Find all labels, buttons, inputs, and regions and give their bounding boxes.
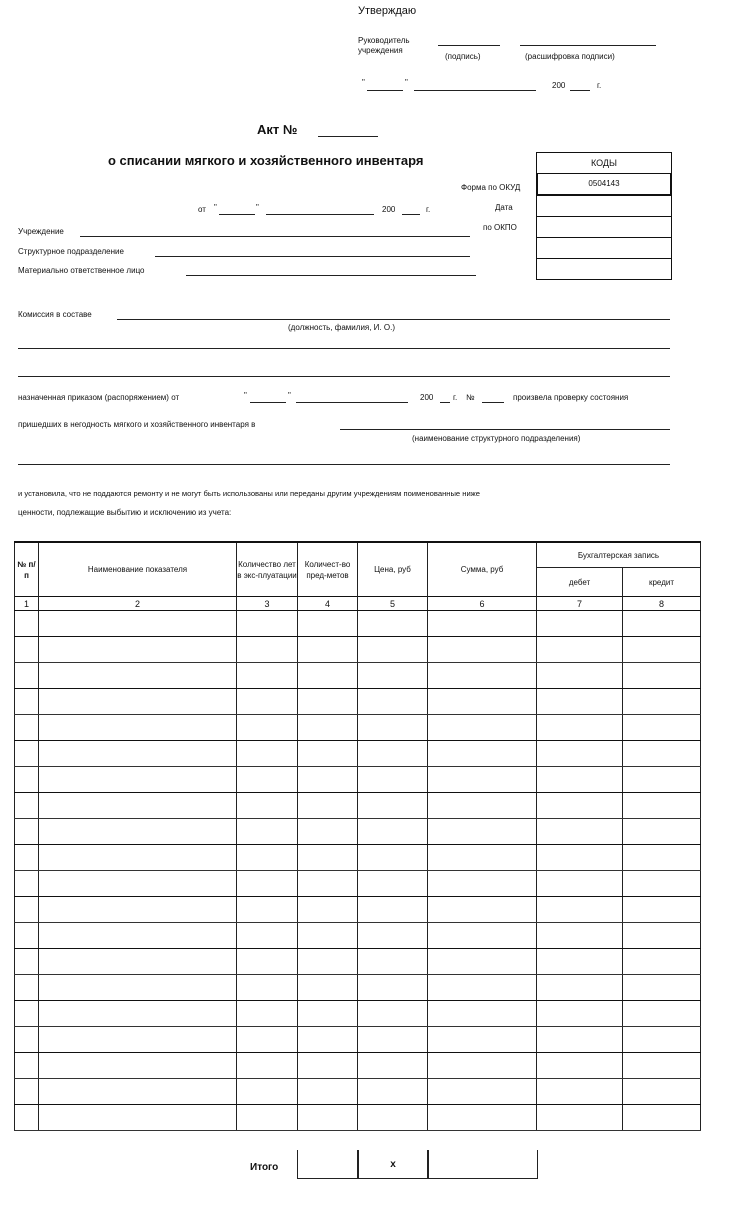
table-cell[interactable]	[15, 611, 39, 637]
table-row	[15, 1027, 701, 1053]
table-cell[interactable]	[428, 741, 537, 767]
decode-signature-line	[520, 45, 656, 46]
division-label: Структурное подразделение	[18, 247, 124, 256]
table-cell[interactable]	[39, 897, 237, 923]
table-cell[interactable]	[15, 715, 39, 741]
table-cell[interactable]	[428, 689, 537, 715]
col-num-8: 8	[623, 597, 701, 611]
table-cell[interactable]	[298, 1027, 358, 1053]
table-cell[interactable]	[39, 1053, 237, 1079]
table-cell[interactable]	[358, 637, 428, 663]
col-credit-header: кредит	[623, 568, 701, 597]
table-row	[15, 663, 701, 689]
table-cell[interactable]	[537, 1079, 623, 1105]
commission-label: Комиссия в составе	[18, 310, 92, 319]
table-row	[15, 741, 701, 767]
table-cell[interactable]	[298, 1053, 358, 1079]
table-row	[15, 1105, 701, 1131]
head-label-line1: Руководитель	[358, 36, 410, 45]
table-cell[interactable]	[39, 663, 237, 689]
table-cell[interactable]	[428, 611, 537, 637]
table-cell[interactable]	[623, 949, 701, 975]
doc-date-year: 200	[382, 205, 396, 214]
table-cell[interactable]	[15, 1079, 39, 1105]
commission-line-1[interactable]	[117, 319, 670, 320]
table-row	[15, 949, 701, 975]
table-cell[interactable]	[298, 611, 358, 637]
totals-sum-cell	[427, 1150, 538, 1179]
table-cell[interactable]	[358, 741, 428, 767]
table-cell[interactable]	[623, 819, 701, 845]
appointed-year: 200	[420, 393, 434, 402]
table-cell[interactable]	[237, 949, 298, 975]
table-cell[interactable]	[537, 1027, 623, 1053]
table-cell[interactable]	[237, 819, 298, 845]
table-cell[interactable]	[623, 689, 701, 715]
table-cell[interactable]	[428, 793, 537, 819]
table-cell[interactable]	[537, 715, 623, 741]
totals-price-cell: х	[357, 1150, 429, 1179]
table-cell[interactable]	[623, 715, 701, 741]
table-cell[interactable]	[298, 1001, 358, 1027]
col-price-header: Цена, руб	[358, 542, 428, 597]
table-cell[interactable]	[237, 1027, 298, 1053]
appointed-quote-close: "	[288, 391, 291, 400]
table-cell[interactable]	[623, 1079, 701, 1105]
table-cell[interactable]	[298, 949, 358, 975]
table-cell[interactable]	[39, 975, 237, 1001]
table-cell[interactable]	[15, 689, 39, 715]
table-cell[interactable]	[237, 793, 298, 819]
signature-caption: (подпись)	[445, 52, 481, 61]
head-label-line2: учреждения	[358, 46, 403, 55]
table-cell[interactable]	[298, 767, 358, 793]
appointed-tail: произвела проверку состояния	[513, 393, 629, 402]
table-cell[interactable]	[623, 637, 701, 663]
table-cell[interactable]	[623, 1105, 701, 1131]
table-cell[interactable]	[39, 923, 237, 949]
table-cell[interactable]	[537, 663, 623, 689]
okud-value: 0504143	[537, 173, 671, 195]
col-num-4: 4	[298, 597, 358, 611]
table-cell[interactable]	[39, 871, 237, 897]
unusable-caption: (наименование структурного подразделения)	[412, 434, 581, 443]
table-cell[interactable]	[39, 715, 237, 741]
table-cell[interactable]	[298, 663, 358, 689]
table-cell[interactable]	[428, 715, 537, 741]
appointed-text: назначенная приказом (распоряжением) от	[18, 393, 180, 402]
col-sum-header: Сумма, руб	[428, 542, 537, 597]
table-cell[interactable]	[15, 663, 39, 689]
table-cell[interactable]	[428, 923, 537, 949]
table-cell[interactable]	[237, 663, 298, 689]
table-cell[interactable]	[537, 923, 623, 949]
table-cell[interactable]	[428, 871, 537, 897]
table-row	[15, 1053, 701, 1079]
table-row	[15, 897, 701, 923]
table-row	[15, 845, 701, 871]
table-cell[interactable]	[15, 897, 39, 923]
table-cell[interactable]	[15, 845, 39, 871]
table-cell[interactable]	[237, 1001, 298, 1027]
table-cell[interactable]	[537, 845, 623, 871]
table-cell[interactable]	[428, 1079, 537, 1105]
table-cell[interactable]	[237, 871, 298, 897]
table-cell[interactable]	[298, 897, 358, 923]
table-cell[interactable]	[237, 767, 298, 793]
table-cell[interactable]	[39, 1027, 237, 1053]
approve-year-line	[570, 90, 590, 91]
col-num-2: 2	[39, 597, 237, 611]
table-cell[interactable]	[623, 1001, 701, 1027]
decode-signature-caption: (расшифровка подписи)	[525, 52, 615, 61]
table-cell[interactable]	[237, 715, 298, 741]
col-years-header: Количество лет в экс-плуатации	[237, 542, 298, 597]
codes-box	[536, 152, 672, 280]
codes-header: КОДЫ	[590, 158, 617, 168]
act-number-line	[318, 136, 378, 137]
column-numbers-row	[15, 597, 701, 611]
table-cell[interactable]	[358, 949, 428, 975]
doc-day-line	[219, 214, 255, 215]
extra-code-cell-2	[537, 258, 671, 279]
table-cell[interactable]	[358, 923, 428, 949]
date-code-label: Дата	[495, 203, 513, 212]
unusable-text: пришедших в негодность мягкого и хозяйственного инвентаря в	[18, 420, 256, 429]
table-cell[interactable]	[39, 819, 237, 845]
table-cell[interactable]	[623, 871, 701, 897]
doc-year-line	[402, 214, 420, 215]
table-cell[interactable]	[15, 793, 39, 819]
table-cell[interactable]	[15, 949, 39, 975]
table-cell[interactable]	[623, 611, 701, 637]
table-cell[interactable]	[428, 975, 537, 1001]
table-cell[interactable]	[237, 897, 298, 923]
table-cell[interactable]	[298, 1105, 358, 1131]
table-cell[interactable]	[298, 637, 358, 663]
table-cell[interactable]	[537, 819, 623, 845]
table-cell[interactable]	[537, 689, 623, 715]
table-cell[interactable]	[537, 793, 623, 819]
table-cell[interactable]	[15, 871, 39, 897]
table-cell[interactable]	[358, 1027, 428, 1053]
table-cell[interactable]	[237, 1105, 298, 1131]
table-cell[interactable]	[428, 949, 537, 975]
table-row	[15, 611, 701, 637]
table-cell[interactable]	[358, 871, 428, 897]
table-row	[15, 689, 701, 715]
col-num-5: 5	[358, 597, 428, 611]
table-cell[interactable]	[298, 975, 358, 1001]
table-cell[interactable]	[623, 845, 701, 871]
table-cell[interactable]	[623, 793, 701, 819]
table-cell[interactable]	[15, 741, 39, 767]
table-cell[interactable]	[358, 819, 428, 845]
table-cell[interactable]	[39, 793, 237, 819]
unusable-line[interactable]	[340, 429, 670, 430]
table-cell[interactable]	[428, 1001, 537, 1027]
col-debit-header: дебет	[537, 568, 623, 597]
head-label	[358, 36, 410, 56]
table-cell[interactable]	[428, 1027, 537, 1053]
approve-date-quote-close: "	[405, 78, 408, 87]
col-num-7: 7	[537, 597, 623, 611]
appointed-quote-open: "	[244, 391, 247, 400]
appointed-month-line[interactable]	[296, 402, 408, 403]
col-num-1: 1	[15, 597, 39, 611]
table-cell[interactable]	[428, 897, 537, 923]
table-cell[interactable]	[237, 637, 298, 663]
approve-title: Утверждаю	[358, 5, 417, 17]
okpo-label: по ОКПО	[483, 223, 517, 232]
table-cell[interactable]	[358, 1001, 428, 1027]
table-cell[interactable]	[537, 637, 623, 663]
table-cell[interactable]	[537, 741, 623, 767]
responsible-line[interactable]	[186, 275, 476, 276]
table-cell[interactable]	[623, 663, 701, 689]
table-cell[interactable]	[298, 923, 358, 949]
table-cell[interactable]	[537, 1053, 623, 1079]
table-cell[interactable]	[39, 741, 237, 767]
col-accounting-header: Бухгалтерская запись	[537, 542, 701, 568]
doc-date-year-suffix: г.	[426, 205, 431, 214]
table-cell[interactable]	[237, 1079, 298, 1105]
table-cell[interactable]	[358, 663, 428, 689]
table-cell[interactable]	[623, 741, 701, 767]
table-cell[interactable]	[358, 793, 428, 819]
table-cell[interactable]	[623, 1053, 701, 1079]
approve-date-quote-open: "	[362, 78, 365, 87]
table-cell[interactable]	[428, 1053, 537, 1079]
table-cell[interactable]	[537, 767, 623, 793]
table-cell[interactable]	[623, 897, 701, 923]
commission-line-2[interactable]	[18, 348, 670, 349]
table-cell[interactable]	[15, 1027, 39, 1053]
table-cell[interactable]	[15, 975, 39, 1001]
table-cell[interactable]	[298, 845, 358, 871]
table-row	[15, 923, 701, 949]
col-num-3: 3	[237, 597, 298, 611]
table-cell[interactable]	[298, 715, 358, 741]
col-num-6: 6	[428, 597, 537, 611]
appointed-year-line[interactable]	[440, 402, 450, 403]
table-cell[interactable]	[358, 1105, 428, 1131]
table-cell[interactable]	[237, 689, 298, 715]
table-cell[interactable]	[537, 897, 623, 923]
approve-day-line	[367, 90, 403, 91]
table-cell[interactable]	[39, 611, 237, 637]
doc-month-line	[266, 214, 374, 215]
table-cell[interactable]	[15, 1053, 39, 1079]
table-row	[15, 715, 701, 741]
date-code-cell	[537, 195, 671, 216]
table-cell[interactable]	[428, 767, 537, 793]
table-cell[interactable]	[537, 1001, 623, 1027]
table-cell[interactable]	[358, 1053, 428, 1079]
appointed-year-suffix: г.	[453, 393, 458, 402]
table-cell[interactable]	[358, 897, 428, 923]
totals-qty-cell	[297, 1150, 359, 1179]
responsible-label: Материально ответственное лицо	[18, 266, 145, 275]
institution-label: Учреждение	[18, 227, 64, 236]
table-row	[15, 819, 701, 845]
table-cell[interactable]	[358, 975, 428, 1001]
table-cell[interactable]	[39, 637, 237, 663]
table-cell[interactable]	[39, 949, 237, 975]
table-cell[interactable]	[298, 689, 358, 715]
table-row	[15, 1079, 701, 1105]
signature-line	[438, 45, 500, 46]
table-cell[interactable]	[623, 1027, 701, 1053]
table-cell[interactable]	[298, 793, 358, 819]
table-cell[interactable]	[298, 819, 358, 845]
table-cell[interactable]	[39, 1001, 237, 1027]
table-cell[interactable]	[237, 741, 298, 767]
table-cell[interactable]	[358, 689, 428, 715]
table-cell[interactable]	[358, 611, 428, 637]
table-row	[15, 793, 701, 819]
approve-month-line	[414, 90, 536, 91]
table-row	[15, 637, 701, 663]
doc-date-quote-close: "	[256, 203, 259, 212]
table-row	[15, 767, 701, 793]
table-cell[interactable]	[358, 845, 428, 871]
table-cell[interactable]	[537, 975, 623, 1001]
approve-year: 200	[552, 81, 566, 90]
table-cell[interactable]	[15, 819, 39, 845]
table-cell[interactable]	[15, 767, 39, 793]
okud-label: Форма по ОКУД	[461, 183, 521, 192]
table-cell[interactable]	[298, 741, 358, 767]
appointed-number-line[interactable]	[482, 402, 504, 403]
table-row	[15, 871, 701, 897]
col-qty-header: Количест-во пред-метов	[298, 542, 358, 597]
act-number-label: Акт №	[257, 122, 298, 137]
table-cell[interactable]	[39, 1079, 237, 1105]
table-row	[15, 975, 701, 1001]
table-cell[interactable]	[15, 1001, 39, 1027]
extra-code-cell-1	[537, 237, 671, 258]
table-cell[interactable]	[39, 845, 237, 871]
items-table	[14, 541, 701, 1131]
table-cell[interactable]	[237, 975, 298, 1001]
col-no-header: № п/п	[15, 542, 39, 597]
table-cell[interactable]	[15, 637, 39, 663]
established-line-1: и установила, что не поддаются ремонту и не могут быть использованы или переданы другим учреждениям поименованные ниже	[18, 489, 480, 498]
commission-line-3[interactable]	[18, 376, 670, 377]
table-cell[interactable]	[39, 1105, 237, 1131]
table-cell[interactable]	[537, 1105, 623, 1131]
table-cell[interactable]	[358, 715, 428, 741]
table-cell[interactable]	[39, 767, 237, 793]
table-cell[interactable]	[623, 975, 701, 1001]
appointed-day-line[interactable]	[250, 402, 286, 403]
table-cell[interactable]	[428, 845, 537, 871]
table-cell[interactable]	[537, 871, 623, 897]
table-cell[interactable]	[15, 1105, 39, 1131]
table-row	[15, 1001, 701, 1027]
table-cell[interactable]	[237, 611, 298, 637]
table-cell[interactable]	[623, 767, 701, 793]
table-cell[interactable]	[237, 1053, 298, 1079]
established-line-2: ценности, подлежащие выбытию и исключению из учета:	[18, 508, 232, 517]
table-cell[interactable]	[428, 1105, 537, 1131]
unusable-line-2[interactable]	[18, 464, 670, 465]
approve-year-suffix: г.	[597, 81, 602, 90]
col-name-header: Наименование показателя	[39, 542, 237, 597]
table-cell[interactable]	[623, 923, 701, 949]
commission-caption: (должность, фамилия, И. О.)	[288, 323, 395, 332]
table-cell[interactable]	[428, 637, 537, 663]
institution-line[interactable]	[80, 236, 470, 237]
table-cell[interactable]	[298, 871, 358, 897]
table-cell[interactable]	[237, 923, 298, 949]
table-cell[interactable]	[15, 923, 39, 949]
table-cell[interactable]	[358, 1079, 428, 1105]
table-cell[interactable]	[428, 819, 537, 845]
doc-date-from: от	[198, 205, 206, 214]
table-cell[interactable]	[537, 949, 623, 975]
doc-date-quote-open: "	[214, 203, 217, 212]
table-cell[interactable]	[39, 689, 237, 715]
division-line[interactable]	[155, 256, 470, 257]
okpo-code-cell	[537, 216, 671, 237]
act-subtitle: о списании мягкого и хозяйственного инвентаря	[108, 153, 424, 168]
table-cell[interactable]	[358, 767, 428, 793]
table-cell[interactable]	[537, 611, 623, 637]
totals-label: Итого	[250, 1162, 279, 1173]
table-cell[interactable]	[298, 1079, 358, 1105]
table-cell[interactable]	[237, 845, 298, 871]
table-cell[interactable]	[428, 663, 537, 689]
appointed-number-label: №	[466, 393, 475, 402]
